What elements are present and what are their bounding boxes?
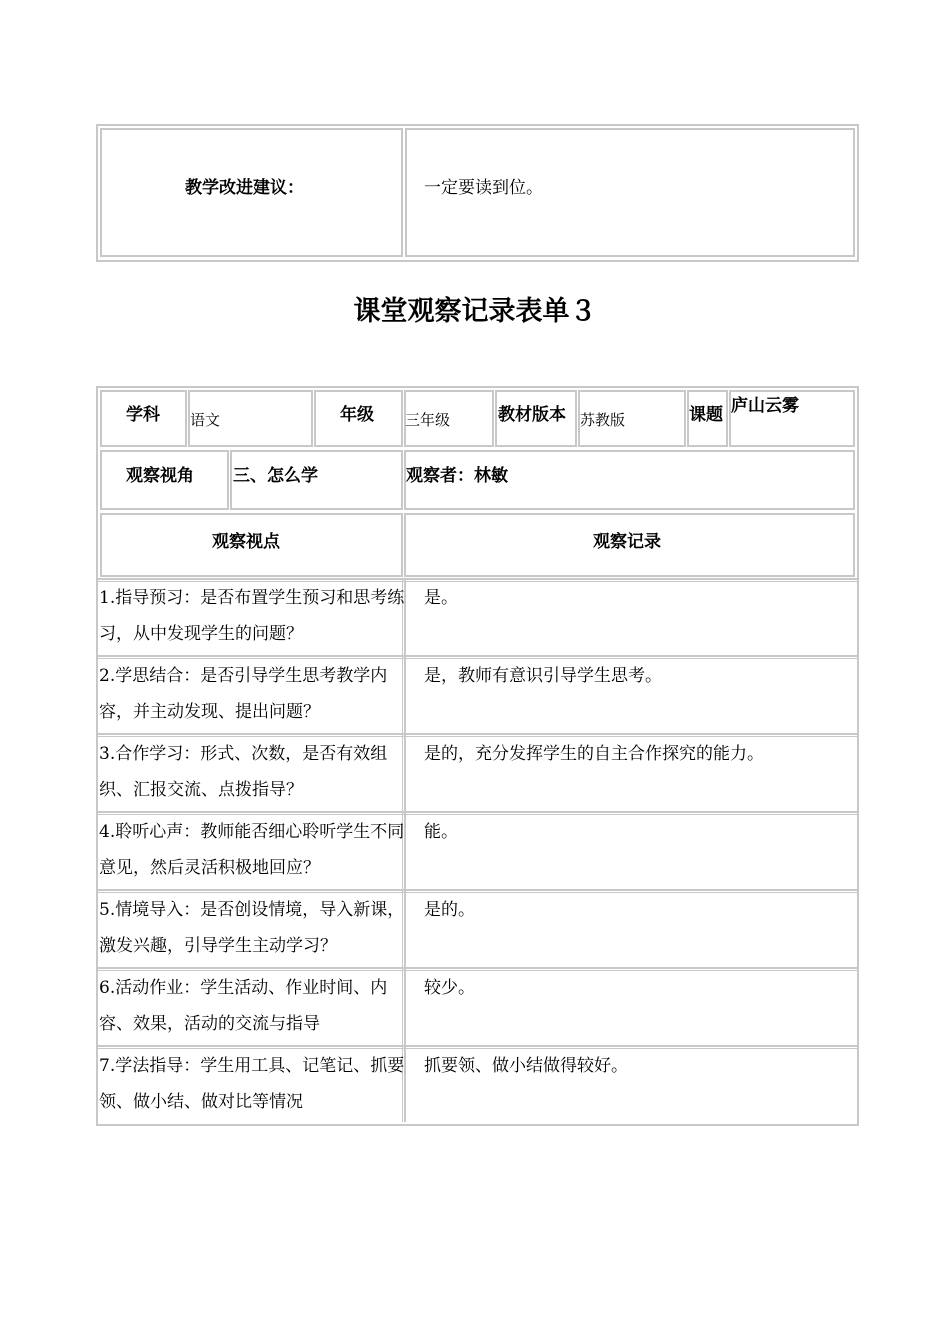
- observer: 观察者：林敏: [406, 466, 508, 486]
- table-row-record: 能。: [424, 822, 458, 842]
- table-row-point: 1.指导预习：是否布置学生预习和思考练习，从中发现学生的问题？: [99, 588, 405, 644]
- improvement-value: 一定要读到位。: [424, 178, 543, 198]
- table-row-record: 是。: [424, 588, 458, 608]
- table-row-point: 2.学思结合：是否引导学生思考教学内容，并主动发现、提出问题？: [99, 666, 388, 722]
- table-row-point: 3.合作学习：形式、次数，是否有效组织、汇报交流、点拨指导？: [99, 744, 388, 800]
- column-header-record: 观察记录: [593, 532, 661, 552]
- table-row-record: 是的。: [424, 900, 475, 920]
- table-row-point: 7.学法指导：学生用工具、记笔记、抓要领、做小结、做对比等情况: [99, 1056, 405, 1112]
- table-row-record: 抓要领、做小结做得较好。: [424, 1056, 628, 1076]
- topic-value: 庐山云雾: [731, 396, 799, 416]
- table-row-point: 5.情境导入：是否创设情境，导入新课，激发兴趣，引导学生主动学习？: [99, 900, 405, 956]
- perspective-value: 三、怎么学: [233, 466, 318, 486]
- table-row-point: 6.活动作业：学生活动、作业时间、内容、效果，活动的交流与指导: [99, 978, 388, 1034]
- grade-label: 年级: [340, 405, 374, 425]
- page-title: 课堂观察记录表单３: [353, 296, 597, 327]
- grade-value: 三年级: [405, 411, 451, 429]
- edition-value: 苏教版: [580, 411, 626, 429]
- column-header-point: 观察视点: [212, 532, 280, 552]
- table-row-record: 较少。: [424, 978, 475, 998]
- topic-label: 课题: [689, 405, 723, 425]
- improvement-label: 教学改进建议：: [185, 178, 304, 198]
- perspective-label: 观察视角: [126, 466, 194, 486]
- table-row-point: 4.聆听心声：教师能否细心聆听学生不同意见，然后灵活积极地回应？: [99, 822, 405, 878]
- subject-value: 语文: [190, 411, 221, 429]
- edition-label: 教材版本: [498, 405, 566, 425]
- table-row-record: 是，教师有意识引导学生思考。: [424, 666, 662, 686]
- subject-label: 学科: [126, 405, 160, 425]
- table-row-record: 是的，充分发挥学生的自主合作探究的能力。: [424, 744, 764, 764]
